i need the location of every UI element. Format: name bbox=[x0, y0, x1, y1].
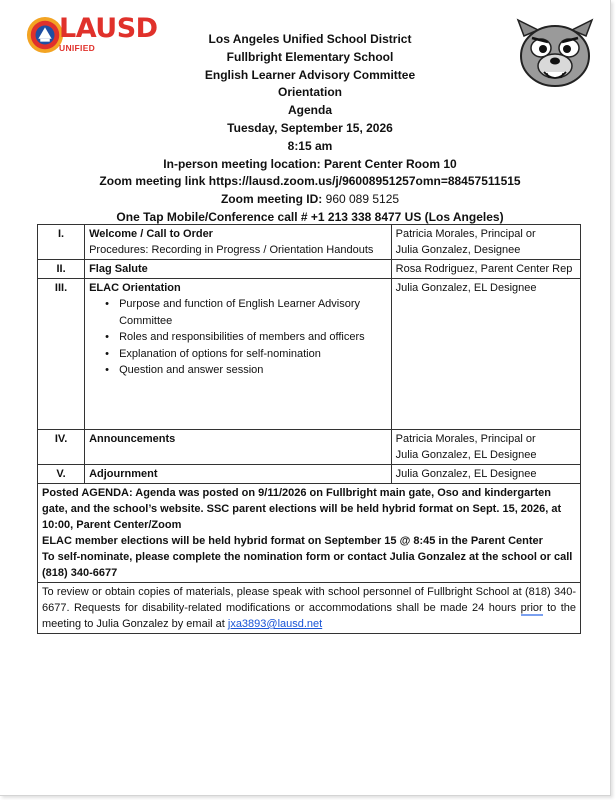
zoom-meeting-id bbox=[90, 191, 530, 209]
item-title: Flag Salute bbox=[89, 263, 148, 275]
list-item: • Explanation of options for self-nomination bbox=[119, 346, 387, 363]
notice-row bbox=[38, 484, 581, 583]
accessibility-notice bbox=[38, 583, 581, 634]
item-number: II. bbox=[38, 260, 85, 279]
presenter: Rosa Rodriguez, Parent Center Rep bbox=[395, 263, 573, 275]
agenda-row bbox=[38, 225, 581, 260]
item-title: ELAC Orientation bbox=[89, 282, 181, 294]
agenda-table bbox=[37, 224, 581, 634]
school-name: Fullbright Elementary School bbox=[226, 49, 394, 64]
presenter-cell bbox=[391, 279, 580, 430]
self-nomination-text: To self-nominate, please complete the nomination form or contact Julia Gonzalez at the school or call (818) 340-6677 bbox=[42, 551, 573, 579]
item-title: Welcome / Call to Order bbox=[89, 228, 213, 240]
logo-text: LAUSD bbox=[59, 13, 158, 44]
presenter: Patricia Morales, Principal or bbox=[395, 228, 536, 240]
item-detail: Procedures: Recording in Progress / Orientation Handouts bbox=[89, 244, 374, 256]
committee-name: English Learner Advisory Committee bbox=[204, 67, 416, 82]
agenda-row bbox=[38, 465, 581, 484]
item-number: IV. bbox=[38, 430, 85, 465]
presenter: Patricia Morales, Principal or bbox=[395, 433, 536, 445]
presenter: Julia Gonzalez, EL Designee bbox=[395, 282, 537, 294]
agenda-row bbox=[38, 260, 581, 279]
list-item: • Roles and responsibilities of members and officers bbox=[119, 329, 387, 346]
meeting-location: In-person meeting location: Parent Center Room 10 bbox=[163, 156, 457, 171]
presenter-cell bbox=[391, 225, 580, 260]
conference-phone: One Tap Mobile/Conference call # +1 213 338 8477 US (Los Angeles) bbox=[116, 209, 504, 224]
item-number: I. bbox=[38, 225, 85, 260]
presenter-cell bbox=[391, 430, 580, 465]
access-row bbox=[38, 583, 581, 634]
presenter: Julia Gonzalez, Designee bbox=[395, 244, 521, 256]
meeting-date: Tuesday, September 15, 2026 bbox=[227, 120, 393, 135]
meeting-type: Orientation bbox=[277, 85, 342, 100]
logo-subtext: UNIFIED bbox=[59, 43, 96, 53]
list-item: • Purpose and function of English Learner Advisory Committee bbox=[119, 296, 387, 329]
posting-notice bbox=[38, 484, 581, 583]
item-title: Adjournment bbox=[89, 468, 158, 480]
access-text: to the meeting to Julia Gonzalez by email at bbox=[42, 602, 577, 630]
item-cell bbox=[85, 279, 392, 430]
agenda-row bbox=[38, 279, 581, 430]
district-name: Los Angeles Unified School District bbox=[208, 32, 412, 46]
item-cell bbox=[85, 430, 392, 465]
item-cell bbox=[85, 225, 392, 260]
orientation-topics-list bbox=[89, 296, 387, 379]
document-title: Agenda bbox=[287, 103, 332, 118]
agenda-header bbox=[90, 31, 530, 227]
zoom-link: Zoom meeting link https://lausd.zoom.us/j/96008951257omn=88457511515 bbox=[99, 174, 521, 189]
elac-elections-text: ELAC member elections will be held hybrid format on September 15 @ 8:45 in the Parent Center bbox=[42, 535, 543, 547]
access-text: To review or obtain copies of materials, please speak with school personnel of Fullbright School at (818) 340-6677. Requests for disability-related modifications or accommodations shall be made 24 hours bbox=[42, 586, 576, 614]
zoom-id-label: Zoom meeting ID: bbox=[220, 192, 323, 207]
presenter: Julia Gonzalez, EL Designee bbox=[395, 449, 537, 461]
item-number: III. bbox=[38, 279, 85, 430]
zoom-id-value: 960 089 5125 bbox=[325, 192, 400, 207]
presenter-cell bbox=[391, 260, 580, 279]
posted-agenda-text: Posted AGENDA: Agenda was posted on 9/11/2026 on Fullbright main gate, Oso and kindergarten gate, and the school’s website. SSC parent elections will be held hybrid format on Sept. 15, 2026, at 10:00, Parent Center/Zoom bbox=[42, 487, 562, 531]
meeting-time: 8:15 am bbox=[287, 138, 333, 153]
presenter-cell bbox=[391, 465, 580, 484]
spellcheck-word: prior bbox=[520, 602, 543, 614]
presenter: Julia Gonzalez, EL Designee bbox=[395, 468, 537, 480]
item-cell bbox=[85, 465, 392, 484]
item-cell bbox=[85, 260, 392, 279]
email-link[interactable]: jxa3893@lausd.net bbox=[227, 618, 323, 630]
agenda-row bbox=[38, 430, 581, 465]
item-number: V. bbox=[38, 465, 85, 484]
item-title: Announcements bbox=[89, 433, 176, 445]
list-item: • Question and answer session bbox=[119, 362, 387, 379]
